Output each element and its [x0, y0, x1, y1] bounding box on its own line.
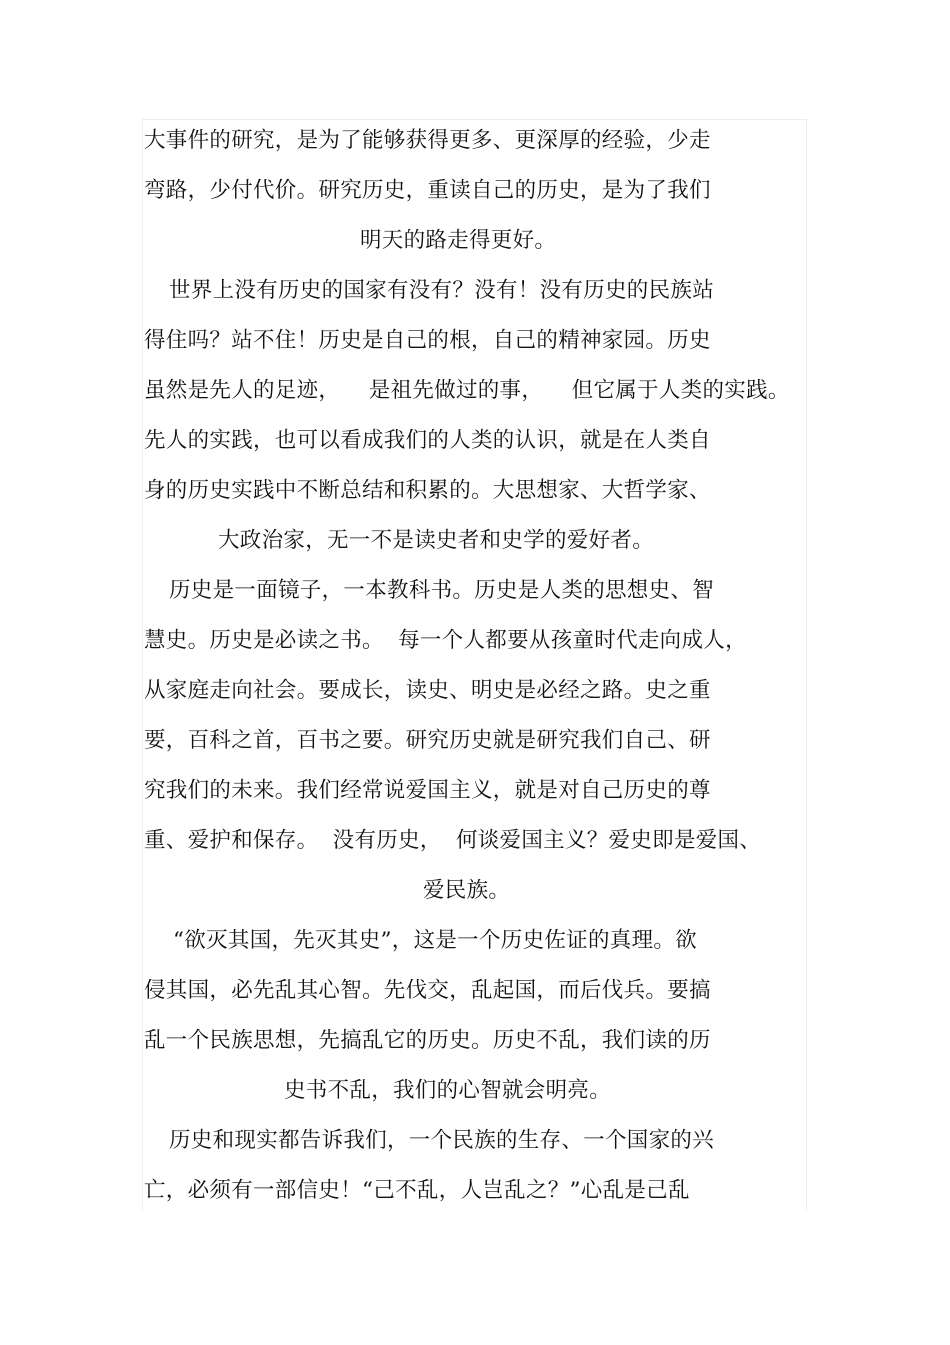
- text-line: 弯路，少付代价。研究历史，重读自己的历史，是为了我们: [144, 178, 711, 203]
- text-line: 大事件的研究，是为了能够获得更多、更深厚的经验，少走: [144, 128, 711, 153]
- text-line: 侵其国，必先乱其心智。先伐交，乱起国，而后伐兵。要搞: [144, 978, 711, 1003]
- text-line: 世界上没有历史的国家有没有？没有！没有历史的民族站: [169, 278, 715, 303]
- text-line: 从家庭走向社会。要成长，读史、明史是必经之路。史之重: [144, 678, 711, 703]
- text-line: 明天的路走得更好。: [360, 228, 557, 253]
- text-line: 史书不乱，我们的心智就会明亮。: [284, 1078, 612, 1103]
- text-line: 究我们的未来。我们经常说爱国主义，就是对自己历史的尊: [144, 778, 711, 803]
- text-line: 虽然是先人的足迹， 是祖先做过的事， 但它属于人类的实践。: [144, 378, 790, 403]
- text-line: 先人的实践，也可以看成我们的人类的认识，就是在人类自: [144, 428, 711, 453]
- text-line: 历史和现实都告诉我们，一个民族的生存、一个国家的兴: [169, 1128, 715, 1153]
- text-line: “欲灭其国，先灭其史”，这是一个历史佐证的真理。欲: [173, 928, 697, 953]
- text-line: 得住吗？站不住！历史是自己的根，自己的精神家园。历史: [144, 328, 711, 353]
- text-line: 亡，必须有一部信史！“己不乱，人岂乱之？”心乱是己乱: [144, 1178, 690, 1203]
- text-line: 身的历史实践中不断总结和积累的。大思想家、大哲学家、: [144, 478, 711, 503]
- text-line: 要，百科之首，百书之要。研究历史就是研究我们自己、研: [144, 728, 711, 753]
- text-line: 大政治家，无一不是读史者和史学的爱好者。: [218, 528, 655, 553]
- text-line: 爱民族。: [423, 878, 511, 903]
- text-line: 重、爱护和保存。 没有历史， 何谈爱国主义？爱史即是爱国、: [144, 828, 762, 853]
- text-line: 历史是一面镜子，一本教科书。历史是人类的思想史、智: [169, 578, 715, 603]
- text-line: 乱一个民族思想，先搞乱它的历史。历史不乱，我们读的历: [144, 1028, 711, 1053]
- text-line: 慧史。历史是必读之书。 每一个人都要从孩童时代走向成人，: [144, 628, 747, 653]
